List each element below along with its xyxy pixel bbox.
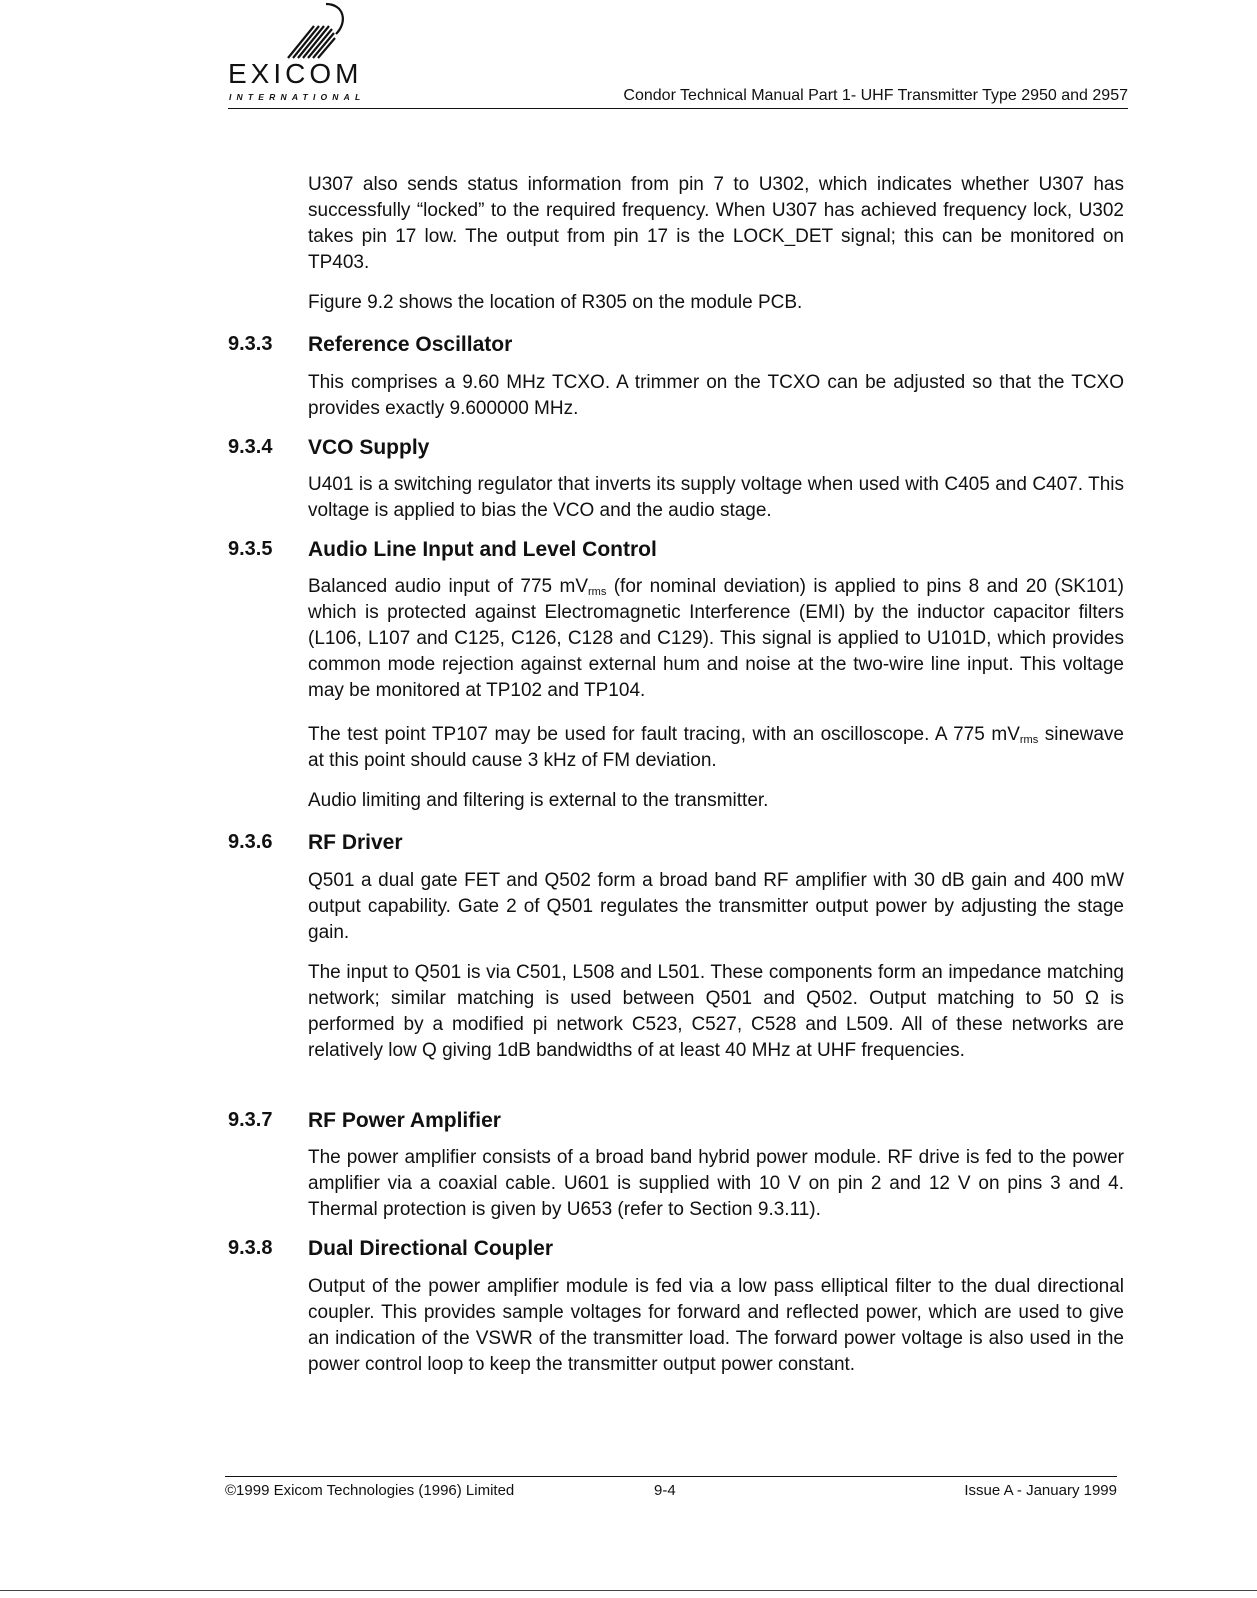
logo-subtitle: INTERNATIONAL bbox=[229, 92, 366, 102]
logo-wordmark: EXICOM bbox=[228, 58, 363, 89]
section-number-9-3-4: 9.3.4 bbox=[228, 436, 273, 458]
rms-subscript: rms bbox=[1019, 734, 1039, 746]
section-heading-audio-line-input: Audio Line Input and Level Control bbox=[308, 538, 657, 561]
exicom-logo-mark bbox=[270, 0, 356, 62]
dual-directional-coupler-paragraph: Output of the power amplifier module is fed via a low pass elliptical filter to the dual directional coupler. This provides sample voltages for forward and reflected power, which are used to give an indication of the VSWR of the transmitter load. The forward power voltage is also used in the power control loop to keep the transmitter output power constant. bbox=[308, 1276, 1124, 1375]
section-number-9-3-5: 9.3.5 bbox=[228, 538, 273, 560]
section-number-9-3-7: 9.3.7 bbox=[228, 1109, 273, 1131]
footer-issue: Issue A - January 1999 bbox=[964, 1482, 1117, 1499]
section-number-9-3-8: 9.3.8 bbox=[228, 1237, 273, 1259]
section-heading-vco-supply: VCO Supply bbox=[308, 436, 430, 459]
footer-copyright: ©1999 Exicom Technologies (1996) Limited bbox=[225, 1482, 515, 1499]
rf-driver-paragraph-2: The input to Q501 is via C501, L508 and L501. These components form an impedance matching network; similar matching is used between Q501 and Q502. Output matching to 50 Ω is performed by a modified pi network C523, C527, C528 and L509. All of these networks are relatively low Q giving 1dB bandwidths of at least 40 MHz at UHF frequencies. bbox=[308, 962, 1124, 1061]
section-number-9-3-6: 9.3.6 bbox=[228, 831, 273, 853]
scan-edge-line bbox=[0, 1590, 1257, 1591]
reference-oscillator-paragraph: This comprises a 9.60 MHz TCXO. A trimmer on the TCXO can be adjusted so that the TCXO provides exactly 9.600000 MHz. bbox=[308, 372, 1124, 419]
rf-power-amplifier-paragraph: The power amplifier consists of a broad band hybrid power module. RF drive is fed to the power amplifier via a coaxial cable. U601 is supplied with 10 V on pin 2 and 12 V on pins 3 and 4. Thermal protection is given by U653 (refer to Section 9.3.11). bbox=[308, 1147, 1124, 1220]
document-title: Condor Technical Manual Part 1- UHF Transmitter Type 2950 and 2957 bbox=[623, 87, 1128, 104]
intro-paragraph-1: U307 also sends status information from pin 7 to U302, which indicates whether U307 has successfully “locked” to the required frequency. When U307 has achieved frequency lock, U302 takes pin 17 low. The output from pin 17 is the LOCK_DET signal; this can be monitored on TP403. bbox=[308, 174, 1124, 273]
intro-paragraph-2: Figure 9.2 shows the location of R305 on the module PCB. bbox=[308, 292, 803, 313]
section-heading-dual-directional-coupler: Dual Directional Coupler bbox=[308, 1237, 554, 1260]
header-divider bbox=[228, 108, 1128, 109]
section-heading-rf-driver: RF Driver bbox=[308, 831, 403, 854]
section-number-9-3-3: 9.3.3 bbox=[228, 333, 273, 355]
rms-subscript: rms bbox=[588, 586, 607, 598]
audio-line-paragraph-3: Audio limiting and filtering is external to the transmitter. bbox=[308, 790, 769, 811]
vco-supply-paragraph: U401 is a switching regulator that inverts its supply voltage when used with C405 and C407. This voltage is applied to bias the VCO and the audio stage. bbox=[308, 474, 1124, 521]
rf-driver-paragraph-1: Q501 a dual gate FET and Q502 form a broad band RF amplifier with 30 dB gain and 400 mW output capability. Gate 2 of Q501 regulates the transmitter output power by adjusting the stage gain. bbox=[308, 870, 1124, 943]
section-heading-reference-oscillator: Reference Oscillator bbox=[308, 333, 513, 356]
footer-divider bbox=[225, 1476, 1117, 1477]
audio-line-paragraph-2: The test point TP107 may be used for fault tracing, with an oscilloscope. A 775 $mV_{rms}$ sinewave at this point should cause 3 kHz of FM deviation. bbox=[308, 724, 1124, 771]
page-header bbox=[228, 0, 1128, 112]
audio-line-paragraph-1: Balanced audio input of 775 $mV_{rms}$ (for nominal deviation) is applied to pins 8 and 20 (SK101) which is protected against Electromagnetic Interference (EMI) by the inductor capacitor filters (L106, L107 and C125, C126, C128 and C129). This signal is applied to U101D, which provides common mode rejection against external hum and noise at the two-wire line input. This voltage may be monitored at TP102 and TP104. bbox=[308, 576, 1125, 701]
page-number: 9-4 bbox=[654, 1482, 676, 1499]
section-heading-rf-power-amplifier: RF Power Amplifier bbox=[308, 1109, 501, 1132]
